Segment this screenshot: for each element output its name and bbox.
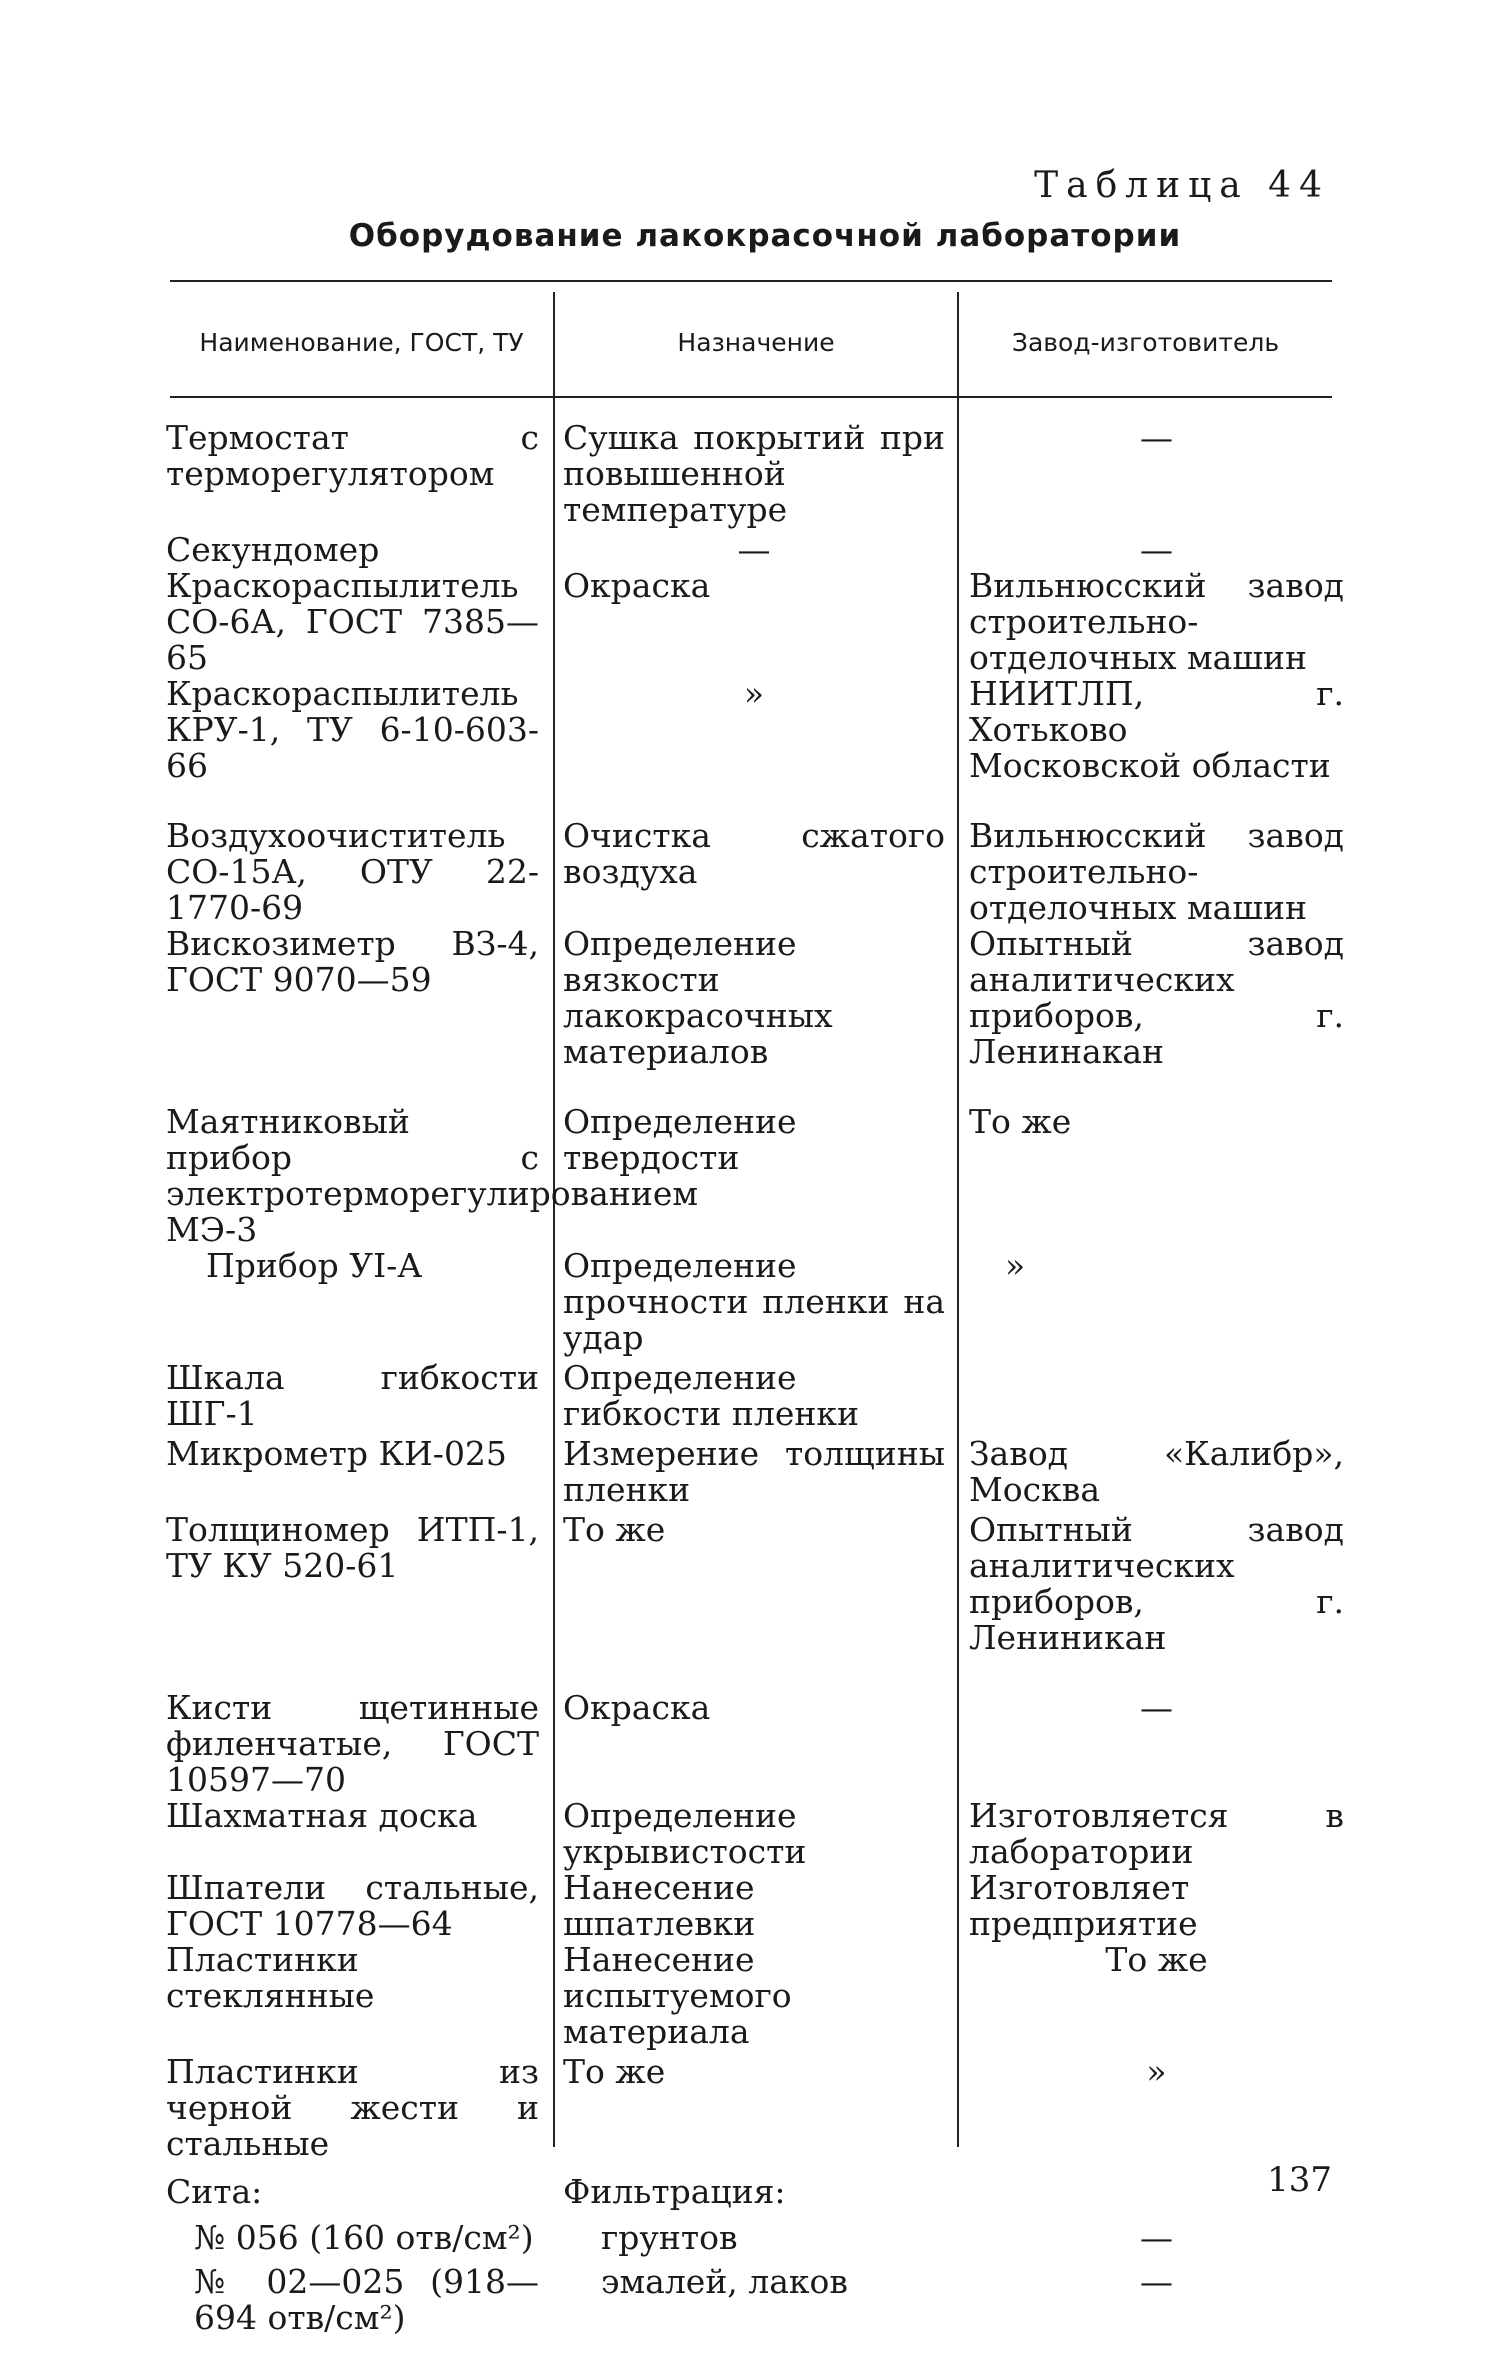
cell-maker: — bbox=[1140, 2218, 1173, 2257]
cell-maker: — bbox=[1140, 1688, 1173, 1727]
cell-name: Шпатели стальные, ГОСТ 10778—64 bbox=[166, 1868, 539, 1943]
cell-name: Микрометр КИ-025 bbox=[166, 1434, 507, 1473]
cell-maker: — bbox=[1140, 530, 1173, 569]
cell-purpose: — bbox=[737, 530, 771, 569]
cell-name: Термостат с терморегулятором bbox=[166, 418, 539, 493]
cell-name: Маятниковый прибор с электротерморегулированием МЭ-3 bbox=[166, 1102, 699, 1249]
cell-purpose: Нанесение испытуемого материала bbox=[563, 1940, 792, 2051]
table-row bbox=[158, 532, 1348, 568]
header-bottom-rule bbox=[170, 396, 1332, 398]
cell-name: № 056 (160 отв/см²) bbox=[194, 2218, 534, 2257]
table-label: Таблица 44 bbox=[1034, 165, 1330, 206]
cell-name: Шахматная доска bbox=[166, 1796, 478, 1835]
header-name: Наименование, ГОСТ, ТУ bbox=[199, 327, 524, 357]
cell-purpose: Определение гибкости пленки bbox=[563, 1358, 859, 1433]
header-purpose: Назначение bbox=[677, 327, 835, 357]
table-row bbox=[158, 676, 1348, 784]
cell-purpose: Фильтрация: bbox=[563, 2172, 786, 2211]
cell-name: Краскораспылитель СО-6А, ГОСТ 7385—65 bbox=[166, 566, 539, 677]
cell-name: Вискозиметр ВЗ-4, ГОСТ 9070—59 bbox=[166, 924, 539, 999]
table-row bbox=[158, 1512, 1348, 1656]
table-row bbox=[158, 420, 1348, 528]
cell-name: № 02—025 (918—694 отв/см²) bbox=[194, 2262, 539, 2337]
table-row bbox=[158, 2220, 1348, 2256]
cell-maker: Опытный завод аналитических приборов, г. Ленинакан bbox=[969, 924, 1344, 1071]
cell-name: Кисти щетинные филенчатые, ГОСТ 10597—70 bbox=[166, 1688, 539, 1799]
cell-purpose: грунтов bbox=[601, 2218, 738, 2257]
table-body bbox=[158, 420, 1348, 2336]
cell-purpose: Измерение толщины пленки bbox=[563, 1434, 945, 1509]
table-row bbox=[158, 568, 1348, 676]
cell-name: Воздухоочиститель СО-15А, ОТУ 22-1770-69 bbox=[166, 816, 539, 927]
table-top-rule bbox=[170, 280, 1332, 282]
table-title: Оборудование лакокрасочной лаборатории bbox=[348, 218, 1182, 254]
table-row bbox=[158, 1798, 1348, 1870]
table-row bbox=[158, 2054, 1348, 2162]
table-row bbox=[158, 1436, 1348, 1508]
cell-maker: То же bbox=[1105, 1940, 1208, 1979]
table-row bbox=[158, 1870, 1348, 1942]
cell-purpose: Определение прочности пленки на удар bbox=[563, 1246, 945, 1357]
table-row bbox=[158, 1360, 1348, 1432]
cell-name: Секундомер bbox=[166, 530, 380, 569]
table-row bbox=[158, 1690, 1348, 1798]
cell-maker: Изготовляется в лаборатории bbox=[969, 1796, 1344, 1871]
cell-purpose: Окраска bbox=[563, 566, 711, 605]
cell-purpose: Окраска bbox=[563, 1688, 711, 1727]
cell-purpose: То же bbox=[563, 1510, 666, 1549]
cell-name: Пластинки из черной жести и стальные bbox=[166, 2052, 539, 2163]
cell-name: Краскораспылитель КРУ-1, ТУ 6-10-603-66 bbox=[166, 674, 539, 785]
cell-purpose: Определение укрывистости bbox=[563, 1796, 807, 1871]
table-row bbox=[158, 1942, 1348, 2050]
cell-purpose: Нанесение шпатлевки bbox=[563, 1868, 756, 1943]
cell-name: Шкала гибкости ШГ-1 bbox=[166, 1358, 539, 1433]
cell-purpose: Определение твердости bbox=[563, 1102, 797, 1177]
cell-maker: НИИТЛП, г. Хотьково Московской области bbox=[969, 674, 1344, 785]
cell-name: Пластинки стеклянные bbox=[166, 1940, 375, 2015]
cell-maker: Изготовляет предприятие bbox=[969, 1868, 1198, 1943]
cell-maker: » bbox=[1146, 2052, 1167, 2091]
table-row bbox=[158, 1104, 1348, 1248]
cell-purpose: » bbox=[743, 674, 765, 713]
cell-purpose: То же bbox=[563, 2052, 666, 2091]
cell-purpose: Определение вязкости лакокрасочных материалов bbox=[563, 924, 833, 1071]
cell-maker bbox=[957, 1360, 1348, 1432]
cell-purpose: Очистка сжатого воздуха bbox=[563, 816, 945, 891]
table-row bbox=[158, 926, 1348, 1070]
cell-maker: Завод «Калибр», Москва bbox=[969, 1434, 1344, 1509]
cell-maker: — bbox=[1140, 2262, 1173, 2301]
cell-name: Прибор УI-А bbox=[206, 1246, 423, 1285]
cell-maker: Опытный завод аналитических приборов, г. Лениникан bbox=[969, 1510, 1344, 1657]
cell-maker: Вильнюсский завод строительно-отделочных машин bbox=[969, 816, 1344, 927]
table-row bbox=[158, 2264, 1348, 2336]
cell-maker: — bbox=[1140, 418, 1173, 457]
cell-maker: Вильнюсский завод строительно-отделочных машин bbox=[969, 566, 1344, 677]
cell-purpose: Сушка покрытий при повышенной температуре bbox=[563, 418, 945, 529]
table-row bbox=[158, 818, 1348, 926]
table-row bbox=[158, 1248, 1348, 1356]
page-number: 137 bbox=[1267, 2160, 1332, 2200]
table-row bbox=[158, 2174, 1348, 2210]
cell-name: Сита: bbox=[166, 2172, 263, 2211]
cell-maker: То же bbox=[969, 1102, 1072, 1141]
cell-purpose: эмалей, лаков bbox=[601, 2262, 849, 2301]
header-maker: Завод-изготовитель bbox=[1011, 327, 1280, 357]
cell-maker: » bbox=[1005, 1246, 1026, 1285]
cell-name: Толщиномер ИТП-1, ТУ КУ 520-61 bbox=[166, 1510, 539, 1585]
